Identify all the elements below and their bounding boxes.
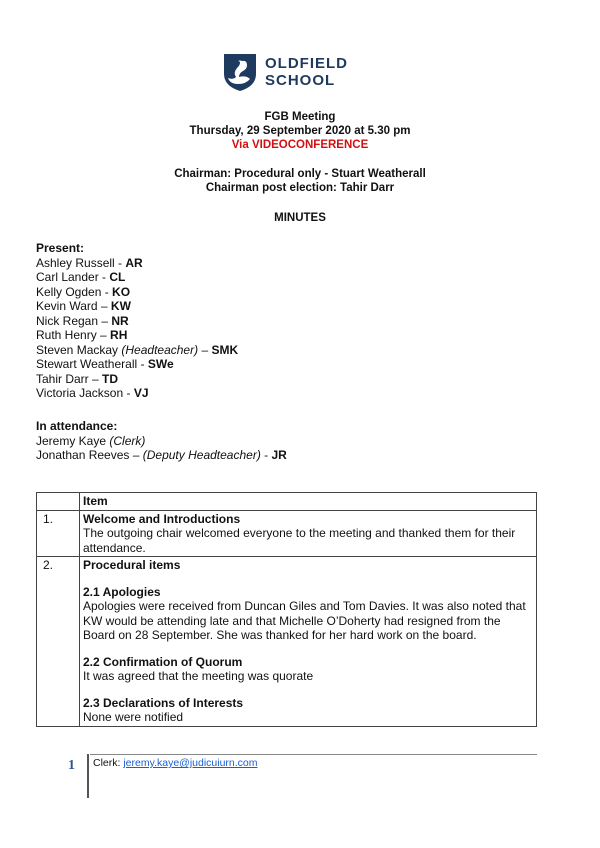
item-text: The outgoing chair welcomed everyone to the meeting and thanked them for their attendance. [83,526,516,555]
attendance-list [36,434,287,463]
attendee-initials: SMK [211,342,239,357]
meeting-date: Thursday, 29 September 2020 at 5.30 pm [189,125,411,137]
logo-word-school: SCHOOL [265,72,336,89]
meeting-title: FGB Meeting [264,111,336,123]
attendee-name: Kevin Ward [36,299,98,313]
subsection-title: 2.1 Apologies [83,584,161,599]
clerk-email-link[interactable]: jeremy.kaye@judicuiurn.com [123,757,258,769]
subsection-title: 2.3 Declarations of Interests [83,695,244,710]
attendee-name: Jeremy Kaye [36,433,107,448]
attendee-line [36,357,238,372]
item-title: Procedural items [83,558,181,572]
attendee-initials: RH [110,328,128,342]
attendee-initials: TD [102,371,119,386]
attendee-line [36,386,238,401]
attendee-initials: VJ [133,386,149,400]
attendance-heading: In attendance: [36,419,118,433]
footer-clerk [93,757,258,769]
attendee-line [36,285,238,300]
attendee-separator: – [96,328,111,342]
item-number: 1. [37,510,80,557]
attendee-separator: - [98,270,110,284]
attendee-initials: NR [111,313,129,328]
attendee-line [36,434,287,449]
attendee-name: Steven Mackay [36,342,119,357]
subsection-text: None were notified [83,710,184,724]
attendee-separator: - [101,284,113,299]
attendee-separator: - [123,386,134,400]
table-header-item: Item [80,493,537,511]
attendee-line [36,314,238,329]
item-number: 2. [37,557,80,727]
present-list [36,256,238,401]
attendee-line [36,372,238,387]
attendee-name: Jonathan Reeves – [36,448,143,462]
attendee-initials: JR [271,448,287,462]
attendee-name: Kelly Ogden [36,284,102,299]
subsection-text: Apologies were received from Duncan Giles and Tom Davies. It was also noted that KW would be attending late and that Michelle O’Doherty had resigned from the Board on 28 September. She was thanked for her hard work on the board. [83,599,526,642]
attendee-separator: - [137,357,148,371]
attendee-line [36,270,238,285]
item-title: Welcome and Introductions [83,511,241,526]
table-row [37,557,537,727]
table-header-row [37,493,537,511]
attendee-name: Carl Lander [36,270,99,284]
attendee-separator: – [98,313,112,328]
attendee-line [36,256,238,271]
attendee-line [36,448,287,463]
footer-vertical-bar [87,754,89,798]
meeting-via: Via VIDEOCONFERENCE [231,139,369,151]
footer-divider [90,754,537,755]
present-section [36,241,238,401]
minutes-table [36,492,537,727]
attendee-separator: - [260,448,272,462]
present-heading: Present: [36,241,85,255]
item-content [80,557,537,727]
attendee-separator: – [88,371,103,386]
subsection-text: It was agreed that the meeting was quorate [83,669,314,683]
minutes-heading: MINUTES [274,212,326,224]
attendee-line [36,343,238,358]
subsection-title: 2.2 Confirmation of Quorum [83,654,243,669]
attendee-line [36,299,238,314]
attendee-name: Victoria Jackson [36,386,124,400]
attendee-name: Ruth Henry [36,328,97,342]
attendee-initials: CL [109,270,126,284]
attendee-initials: KO [112,284,131,299]
chairman-line: Chairman: Procedural only - Stuart Weatherall [174,168,426,180]
attendee-line [36,328,238,343]
table-row [37,510,537,557]
attendee-name: Tahir Darr [36,371,89,386]
page-number: 1 [68,758,75,773]
item-content [80,510,537,557]
attendee-role: (Clerk) [109,433,146,448]
attendee-separator: – [97,299,111,313]
table-header-num [37,493,80,511]
attendee-initials: AR [125,255,143,270]
attendee-initials: SWe [147,357,174,371]
attendee-name: Stewart Weatherall [36,357,138,371]
attendee-separator: – [198,342,212,357]
attendee-role: (Deputy Headteacher) [142,448,261,462]
attendee-name: Nick Regan [36,313,99,328]
logo-word-oldfield: OLDFIELD [265,55,348,72]
attendee-separator: - [114,255,126,270]
school-logo [222,52,362,92]
attendee-name: Ashley Russell [36,255,115,270]
clerk-label: Clerk: [93,757,124,769]
attendee-initials: KW [110,299,131,313]
attendee-role: (Headteacher) [121,342,199,357]
chairman-post-line: Chairman post election: Tahir Darr [205,182,395,194]
swan-shield-icon [222,52,258,92]
attendance-section [36,419,287,463]
